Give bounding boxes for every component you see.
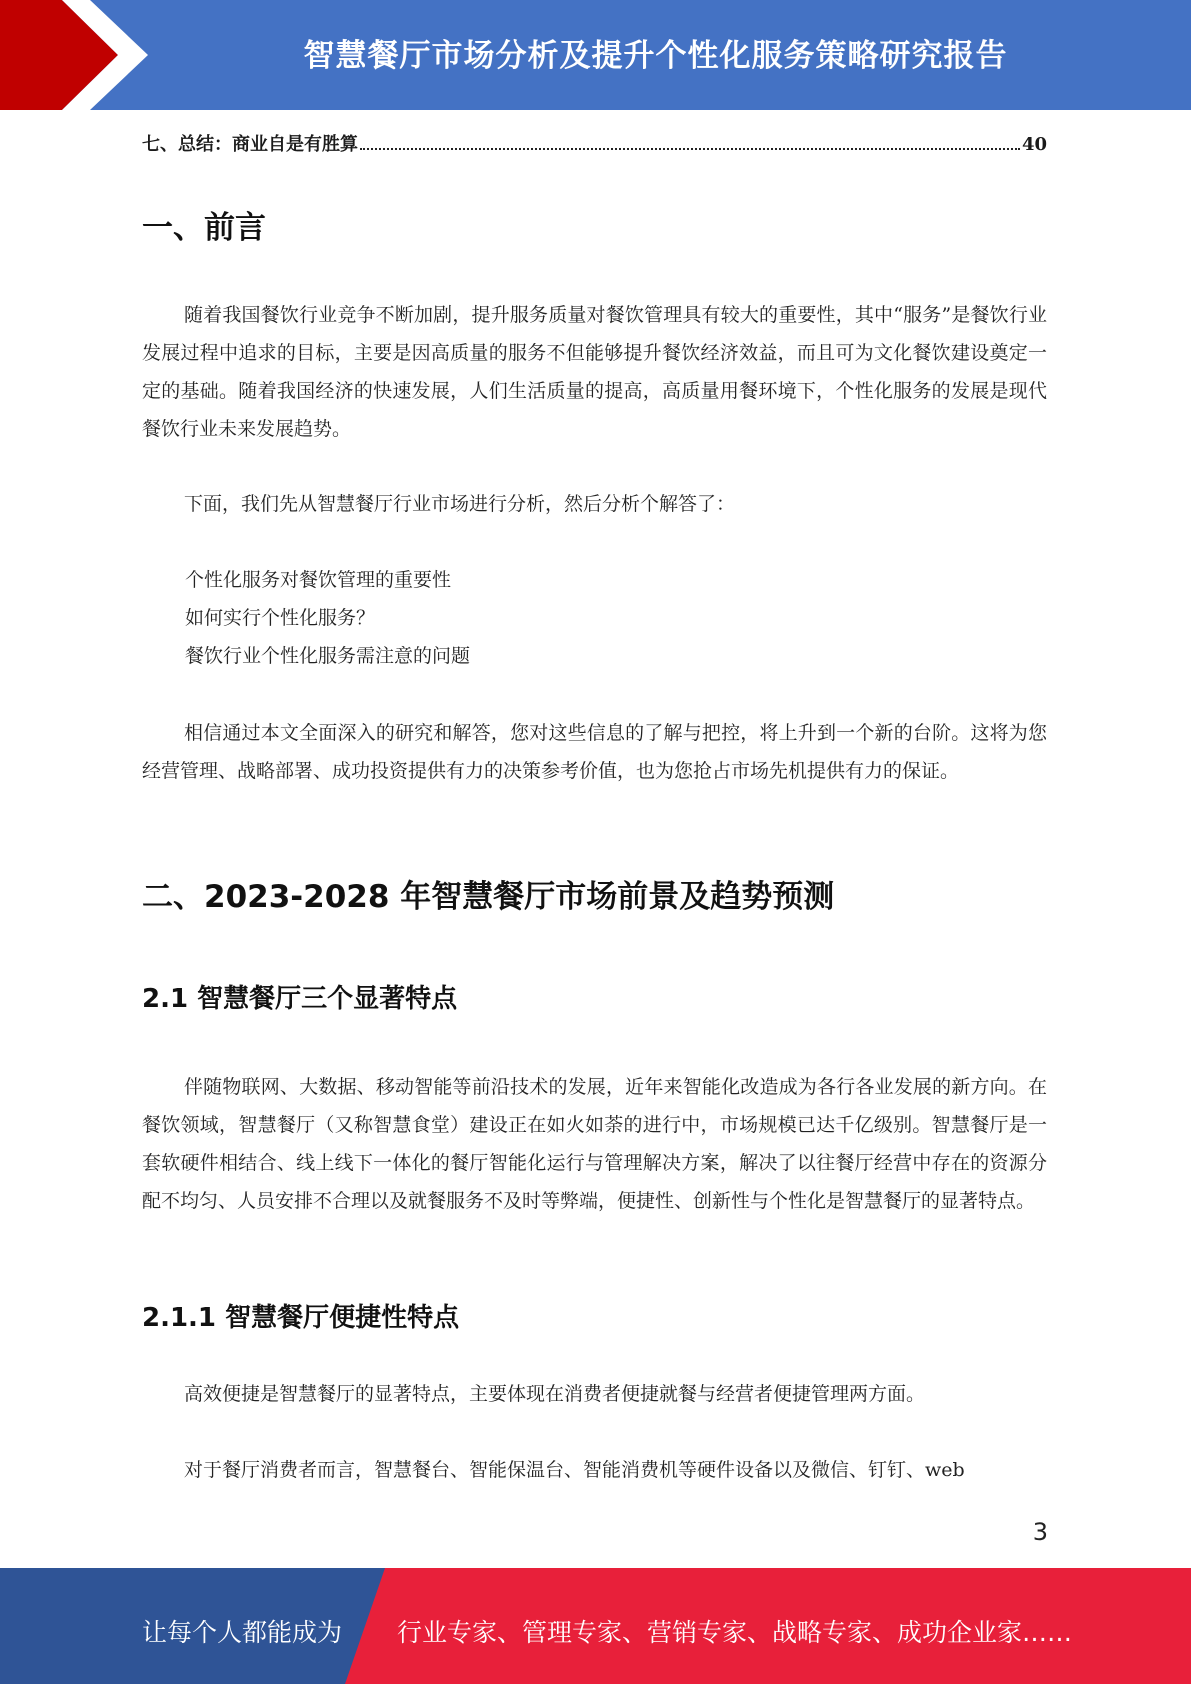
subsection-heading-2-1-1: 2.1.1 智慧餐厅便捷性特点 <box>142 1303 460 1333</box>
toc-leader-dots <box>360 147 1020 150</box>
list-item: 如何实行个性化服务？ <box>185 607 376 629</box>
toc-entry-label: 七、总结：商业自是有胜算 <box>142 134 358 155</box>
report-title: 智慧餐厅市场分析及提升个性化服务策略研究报告 <box>303 38 1008 74</box>
list-item: 个性化服务对餐饮管理的重要性 <box>185 569 452 591</box>
subsection-2-1-1-paragraph-2: 对于餐厅消费者而言，智慧餐台、智能保温台、智能消费机等硬件设备以及微信、钉钉、web <box>184 1459 965 1481</box>
preface-paragraph-3: 相信通过本文全面深入的研究和解答，您对这些信息的了解与把控，将上升到一个新的台阶。这将为您经营管理、战略部署、成功投资提供有力的决策参考价值，也为您抢占市场先机提供有力的保证。 <box>142 722 1047 782</box>
preface-topic-list <box>185 561 1045 675</box>
header-banner <box>0 0 1191 110</box>
list-item: 餐饮行业个性化服务需注意的问题 <box>185 645 471 667</box>
section-heading-outlook: 二、2023-2028 年智慧餐厅市场前景及趋势预测 <box>142 879 835 915</box>
subsection-2-1-paragraph: 伴随物联网、大数据、移动智能等前沿技术的发展，近年来智能化改造成为各行各业发展的新方向。在餐饮领域，智慧餐厅（又称智慧食堂）建设正在如火如荼的进行中，市场规模已达千亿级别。智慧餐厅是一套软硬件相结合、线上线下一体化的餐厅智能化运行与管理解决方案，解决了以往餐厅经营中存在的资源分配不均匀、人员安排不合理以及就餐服务不及时等弊端，便捷性、创新性与个性化是智慧餐厅的显著特点。 <box>142 1076 1047 1212</box>
section-heading-preface: 一、前言 <box>142 210 266 246</box>
preface-paragraph-1: 随着我国餐饮行业竞争不断加剧，提升服务质量对餐饮管理具有较大的重要性，其中“服务”是餐饮行业发展过程中追求的目标，主要是因高质量的服务不但能够提升餐饮经济效益，而且可为文化餐饮建设奠定一定的基础。随着我国经济的快速发展，人们生活质量的提高，高质量用餐环境下，个性化服务的发展是现代餐饮行业未来发展趋势。 <box>142 304 1047 440</box>
subsection-2-1-1-paragraph-1: 高效便捷是智慧餐厅的显著特点，主要体现在消费者便捷就餐与经营者便捷管理两方面。 <box>184 1383 926 1405</box>
subsection-heading-2-1: 2.1 智慧餐厅三个显著特点 <box>142 984 458 1014</box>
footer-banner <box>0 1568 1191 1684</box>
preface-paragraph-2: 下面，我们先从智慧餐厅行业市场进行分析，然后分析个解答了： <box>184 493 736 515</box>
footer-slogan-left: 让每个人都能成为 <box>142 1618 343 1647</box>
toc-entry-page: 40 <box>1021 134 1047 155</box>
footer-slogan-right: 行业专家、管理专家、营销专家、战略专家、成功企业家…… <box>397 1618 1073 1647</box>
page-number: 3 <box>1032 1518 1048 1546</box>
toc-entry[interactable] <box>142 130 1047 156</box>
